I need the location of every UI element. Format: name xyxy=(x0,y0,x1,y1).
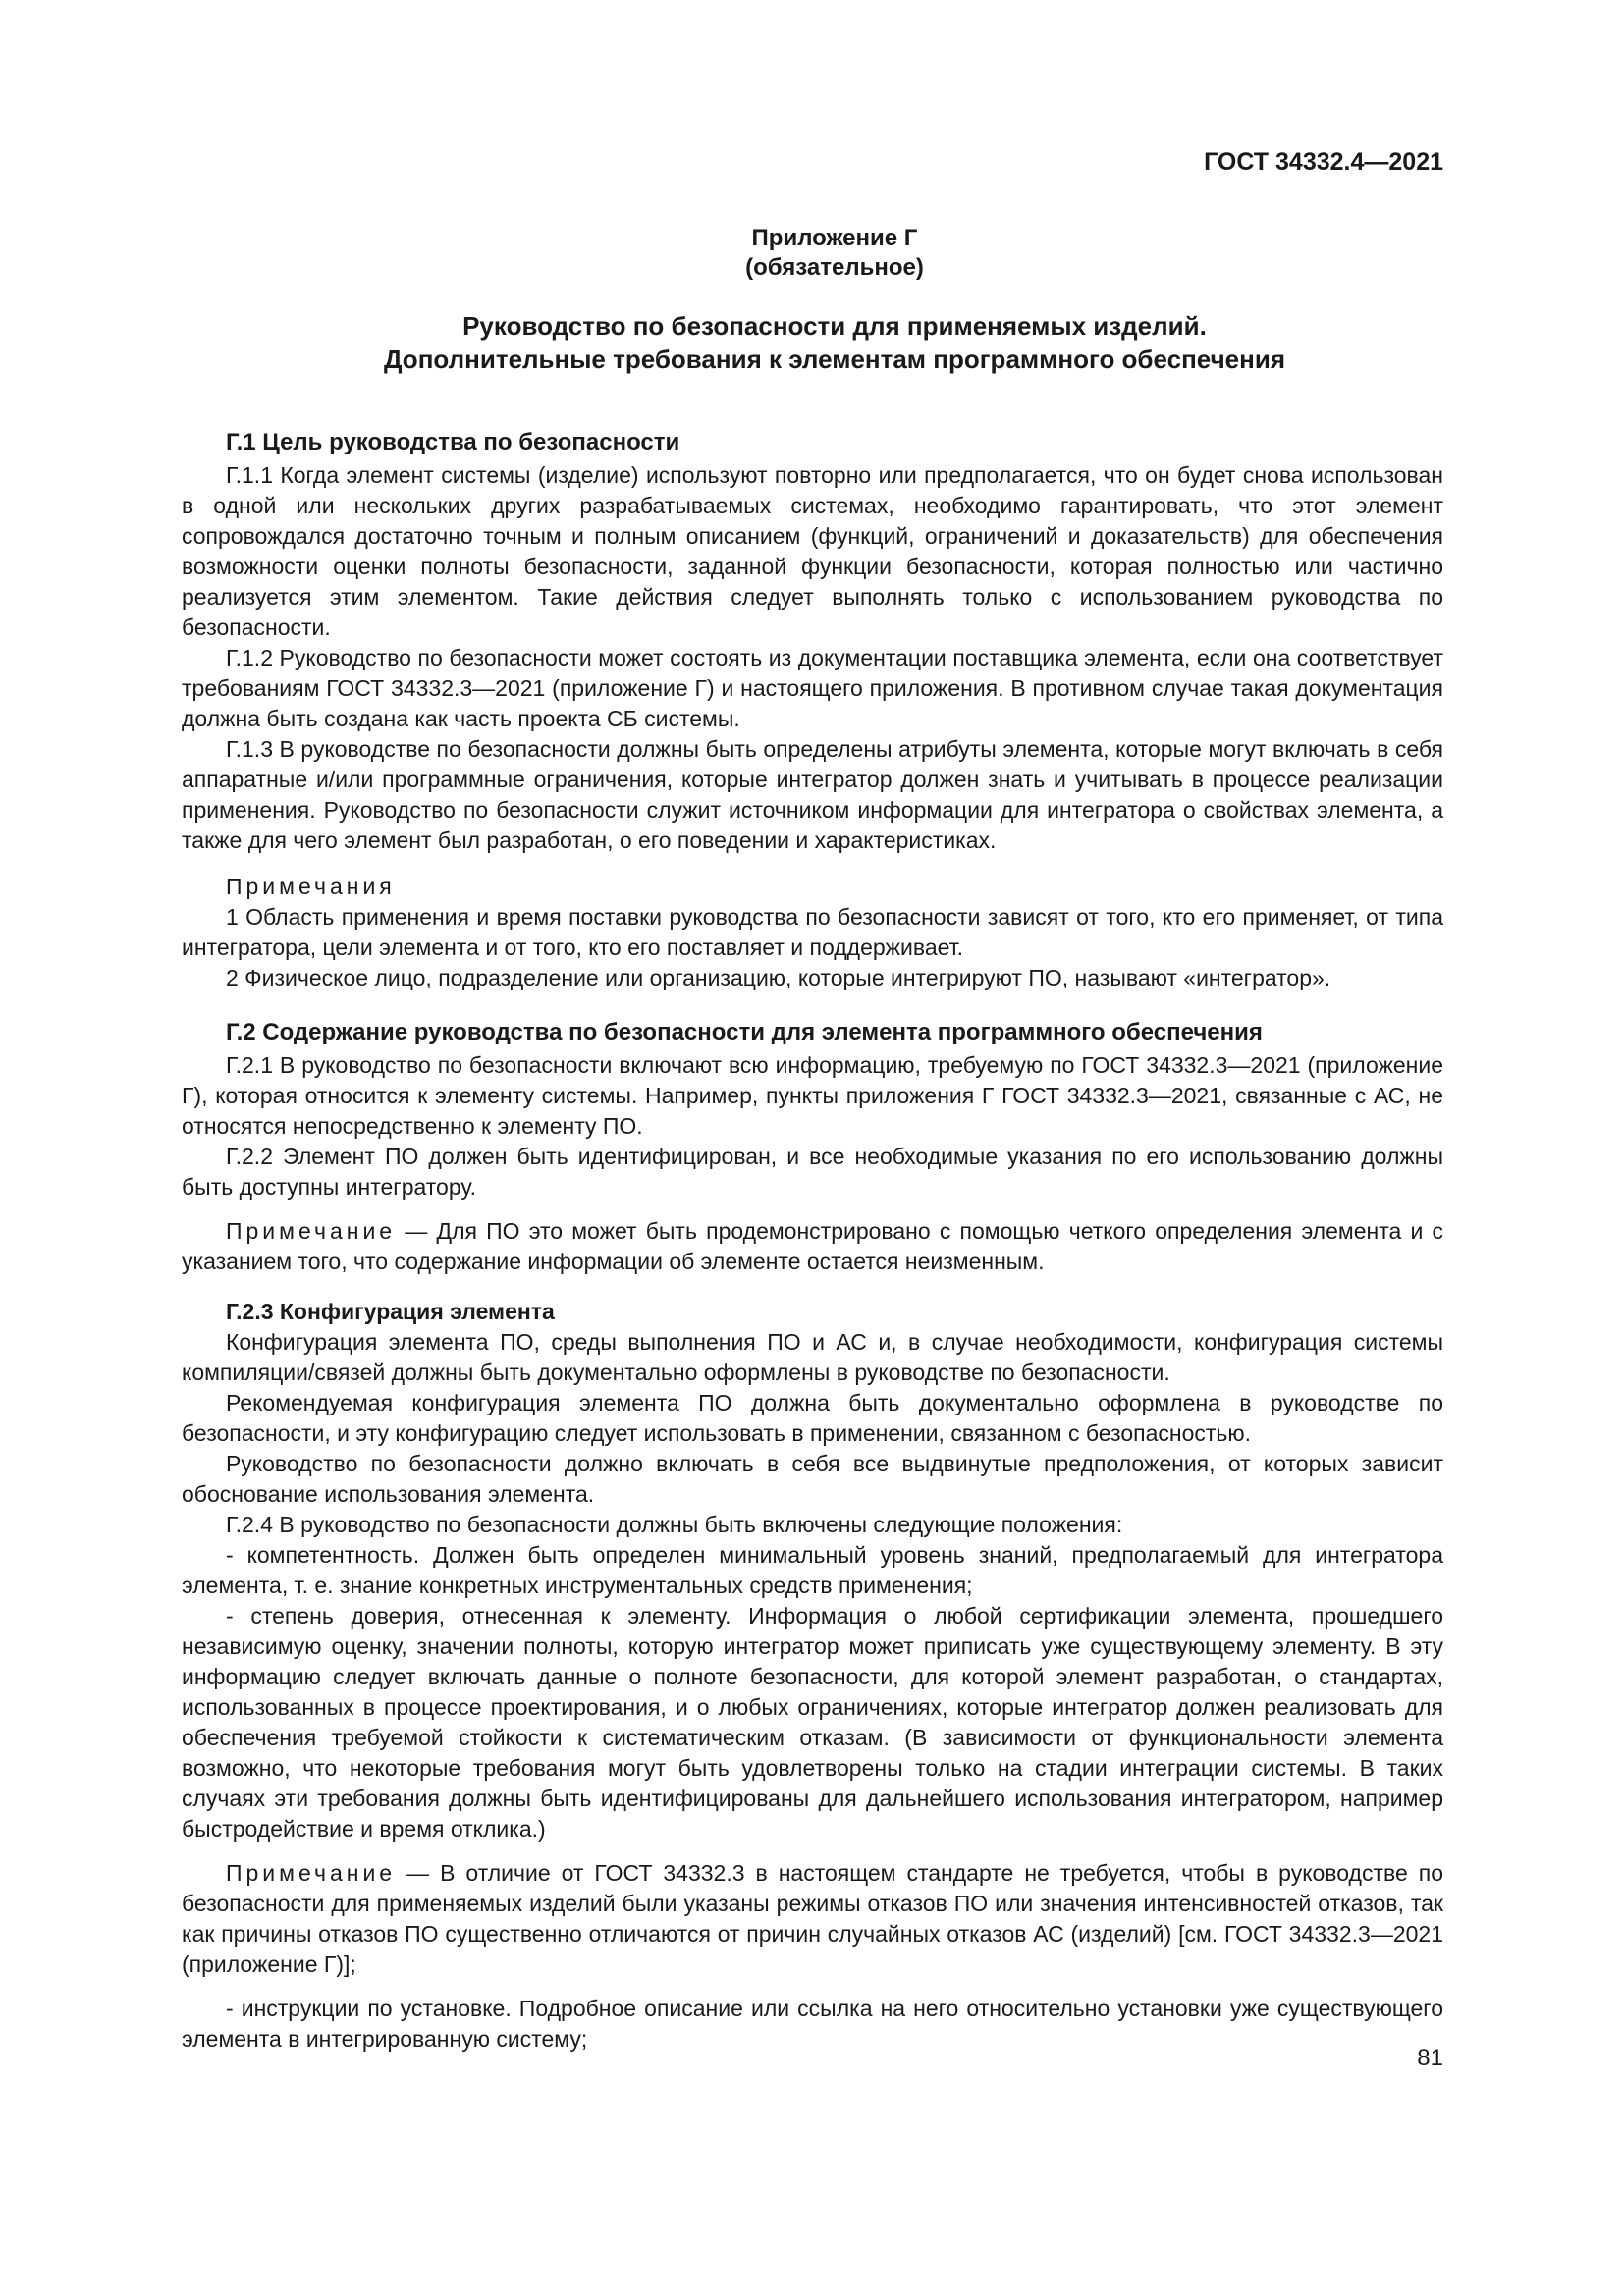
notes-label-text: Примечания xyxy=(225,874,396,899)
page-content xyxy=(182,224,1443,2055)
paragraph-g1-2: Г.1.2 Руководство по безопасности может состоять из документации поставщика элемента, если она соответствует требованиям ГОСТ 34332.3—2021 (приложение Г) и настоящего приложения. В противном случае такая документация должна быть создана как часть проекта СБ системы. xyxy=(182,645,1443,731)
notes-label xyxy=(182,872,1443,902)
list-item-competence: - компетентность. Должен быть определен минимальный уровень знаний, предполагаемый для интегратора элемента, т. е. знание конкретных инструментальных средств применения; xyxy=(182,1542,1443,1598)
note-text: — Для ПО это может быть продемонстрировано с помощью четкого определения элемента и с указанием того, что содержание информации об элементе остается неизменным. xyxy=(182,1218,1443,1274)
note-g2 xyxy=(182,1216,1443,1277)
note-1: 1 Область применения и время поставки руководства по безопасности зависят от того, кто его применяет, от типа интегратора, цели элемента и от того, кто его поставляет и поддерживает. xyxy=(182,904,1443,960)
note-label: Примечание xyxy=(225,1218,397,1244)
section-heading-g1: Г.1 Цель руководства по безопасности xyxy=(225,429,680,455)
document-code: ГОСТ 34332.4—2021 xyxy=(1204,148,1443,176)
note-g24 xyxy=(182,1858,1443,1980)
paragraph-g23-3: Руководство по безопасности должно включать в себя все выдвинутые предположения, от которых зависит обоснование использования элемента. xyxy=(182,1451,1443,1507)
paragraph-g2-2: Г.2.2 Элемент ПО должен быть идентифицирован, и все необходимые указания по его использованию должны быть доступны интегратору. xyxy=(182,1144,1443,1200)
paragraph-g1-3: Г.1.3 В руководстве по безопасности должны быть определены атрибуты элемента, которые могут включать в себя аппаратные и/или программные ограничения, которые интегратор должен знать и учитывать в процессе реализации применения. Руководство по безопасности служит источником информации для интегратора о свойствах элемента, а также для чего элемент был разработан, о его поведении и характеристиках. xyxy=(182,736,1443,853)
list-item-installation: - инструкции по установке. Подробное описание или ссылка на него относительно установки уже существующего элемента в интегрированную систему; xyxy=(182,1996,1443,2052)
note-label: Примечание xyxy=(225,1860,397,1886)
paragraph-g24-1: Г.2.4 В руководство по безопасности должны быть включены следующие положения: xyxy=(225,1512,1123,1537)
note-2: 2 Физическое лицо, подразделение или организацию, которые интегрируют ПО, называют «интегратор». xyxy=(225,965,1331,990)
paragraph-g1-1: Г.1.1 Когда элемент системы (изделие) используют повторно или предполагается, что он будет снова использован в одной или нескольких других разрабатываемых системах, необходимо гарантировать, что этот элемент сопровождался достаточно точным и полным описанием (функций, ограничений и доказательств) для обеспечения возможности оценки полноты безопасности, заданной функции безопасности, которая полностью или частично реализуется этим элементом. Такие действия следует выполнять только с использованием руководства по безопасности. xyxy=(182,462,1443,640)
paragraph-g23-1: Конфигурация элемента ПО, среды выполнения ПО и АС и, в случае необходимости, конфигурация системы компиляции/связей должны быть документально оформлены в руководстве по безопасности. xyxy=(182,1329,1443,1385)
main-title-line-2: Дополнительные требования к элементам программного обеспечения xyxy=(383,345,1285,374)
subsection-heading-g23: Г.2.3 Конфигурация элемента xyxy=(225,1299,555,1324)
list-item-trust-degree: - степень доверия, отнесенная к элементу. Информация о любой сертификации элемента, прошедшего независимую оценку, значении полноты, которую интегратор может приписать уже существующему элементу. В эту информацию следует включать данные о полноте безопасности, для которой элемент разработан, о стандартах, использованных в процессе проектирования, и о любых ограничениях, которые интегратор должен реализовать для обеспечения требуемой стойкости к систематическим отказам. (В зависимости от функциональности элемента возможно, что некоторые требования могут быть удовлетворены только на стадии интеграции системы. В таких случаях эти требования должны быть идентифицированы для дальнейшего использования интегратором, например быстродействие и время отклика.) xyxy=(182,1603,1443,1842)
annex-status: (обязательное) xyxy=(745,254,924,281)
section-heading-g2: Г.2 Содержание руководства по безопасности для элемента программного обеспечения xyxy=(225,1019,1263,1045)
main-title-line-1: Руководство по безопасности для применяемых изделий. xyxy=(462,311,1207,341)
paragraph-g2-1: Г.2.1 В руководство по безопасности включают всю информацию, требуемую по ГОСТ 34332.3—2021 (приложение Г), которая относится к элементу системы. Например, пункты приложения Г ГОСТ 34332.3—2021, связанные с АС, не относятся непосредственно к элементу ПО. xyxy=(182,1052,1443,1139)
annex-title: Приложение Г xyxy=(751,225,918,251)
paragraph-g23-2: Рекомендуемая конфигурация элемента ПО должна быть документально оформлена в руководстве по безопасности, и эту конфигурацию следует использовать в применении, связанном с безопасностью. xyxy=(182,1390,1443,1446)
note-text: — В отличие от ГОСТ 34332.3 в настоящем стандарте не требуется, чтобы в руководстве по безопасности для применяемых изделий были указаны режимы отказов ПО или значения интенсивностей отказов, так как причины отказов ПО существенно отличаются от причин случайных отказов АС (изделий) [см. ГОСТ 34332.3—2021 (приложение Г)]; xyxy=(182,1860,1443,1977)
page-number: 81 xyxy=(1417,2045,1443,2071)
